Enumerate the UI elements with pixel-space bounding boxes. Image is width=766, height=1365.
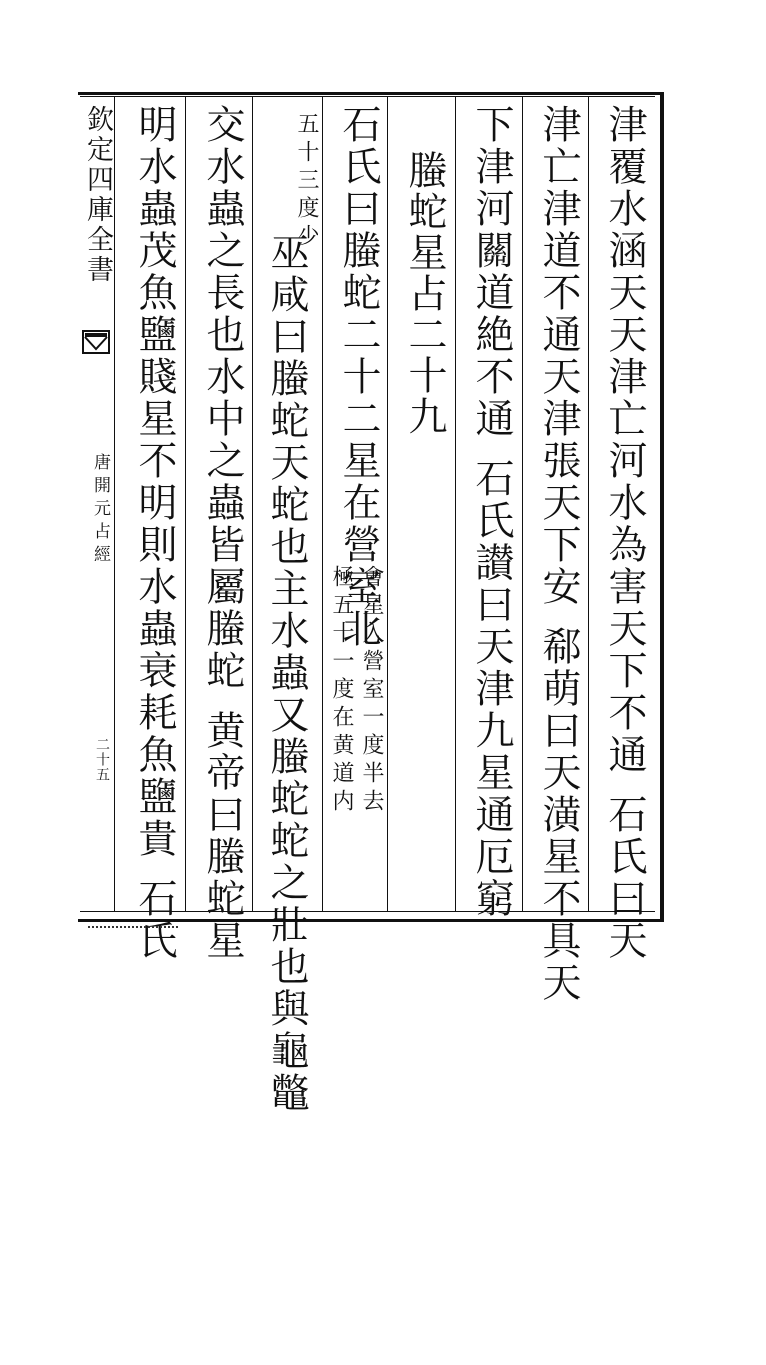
- column-divider: [455, 96, 456, 912]
- column-tail: 石氏曰天: [602, 794, 647, 962]
- column-divider: [322, 96, 323, 912]
- page-number: 二十五: [94, 737, 110, 782]
- note-line-left: 五十三度少: [294, 112, 319, 252]
- column-tail: 郗萌曰天潢星不具天: [536, 626, 581, 1004]
- text-column-8: [126, 104, 182, 962]
- text-column-3: [463, 104, 519, 920]
- column-divider: [185, 96, 186, 912]
- column-tail: 石氏: [132, 878, 177, 962]
- footer-mark: [88, 918, 178, 928]
- text-column-2: [530, 104, 586, 1004]
- column-divider: [387, 96, 388, 912]
- column-tail: 石氏讃曰天津九星通厄窮: [469, 458, 514, 920]
- frame-rule-top: [80, 96, 655, 97]
- column-text: 明水蟲茂魚鹽賤星不明則水蟲衰耗魚鹽貴: [132, 104, 177, 860]
- column-text: 津亡津道不通天津張天下安: [536, 104, 581, 608]
- note-line-right-2: 極五十一度在黄道内: [329, 565, 354, 817]
- column-divider: [522, 96, 523, 912]
- text-column-7: [194, 104, 250, 962]
- column-divider: [252, 96, 253, 912]
- margin-column: [80, 97, 114, 911]
- note-line-right: 㑹星入營室一度半去: [359, 565, 384, 817]
- column-text: 石氏曰螣蛇二十二星在營室北: [336, 104, 381, 650]
- text-column-1: [596, 104, 652, 962]
- column-text: 交水蟲之長也水中之蟲皆屬螣蛇: [200, 104, 245, 692]
- column-text: 津覆水涵天天津亡河水為害天下不通: [602, 104, 647, 776]
- fishtail-mark-icon: [82, 329, 110, 357]
- section-heading: [396, 150, 452, 950]
- section-title: 唐開元占經: [90, 453, 110, 568]
- column-tail: 黄帝曰螣蛇星: [200, 710, 245, 962]
- heading-text: 螣蛇星占二十九: [402, 150, 447, 437]
- column-divider: [588, 96, 589, 912]
- column-text: 巫咸曰螣蛇天蛇也主水蟲又螣蛇蛇之壯也與龜鼈: [264, 232, 309, 1114]
- book-title: 欽定四庫全書: [82, 105, 113, 285]
- column-divider: [114, 96, 115, 912]
- text-column-6: [258, 232, 314, 1114]
- column-text: 下津河關道絶不通: [469, 104, 514, 440]
